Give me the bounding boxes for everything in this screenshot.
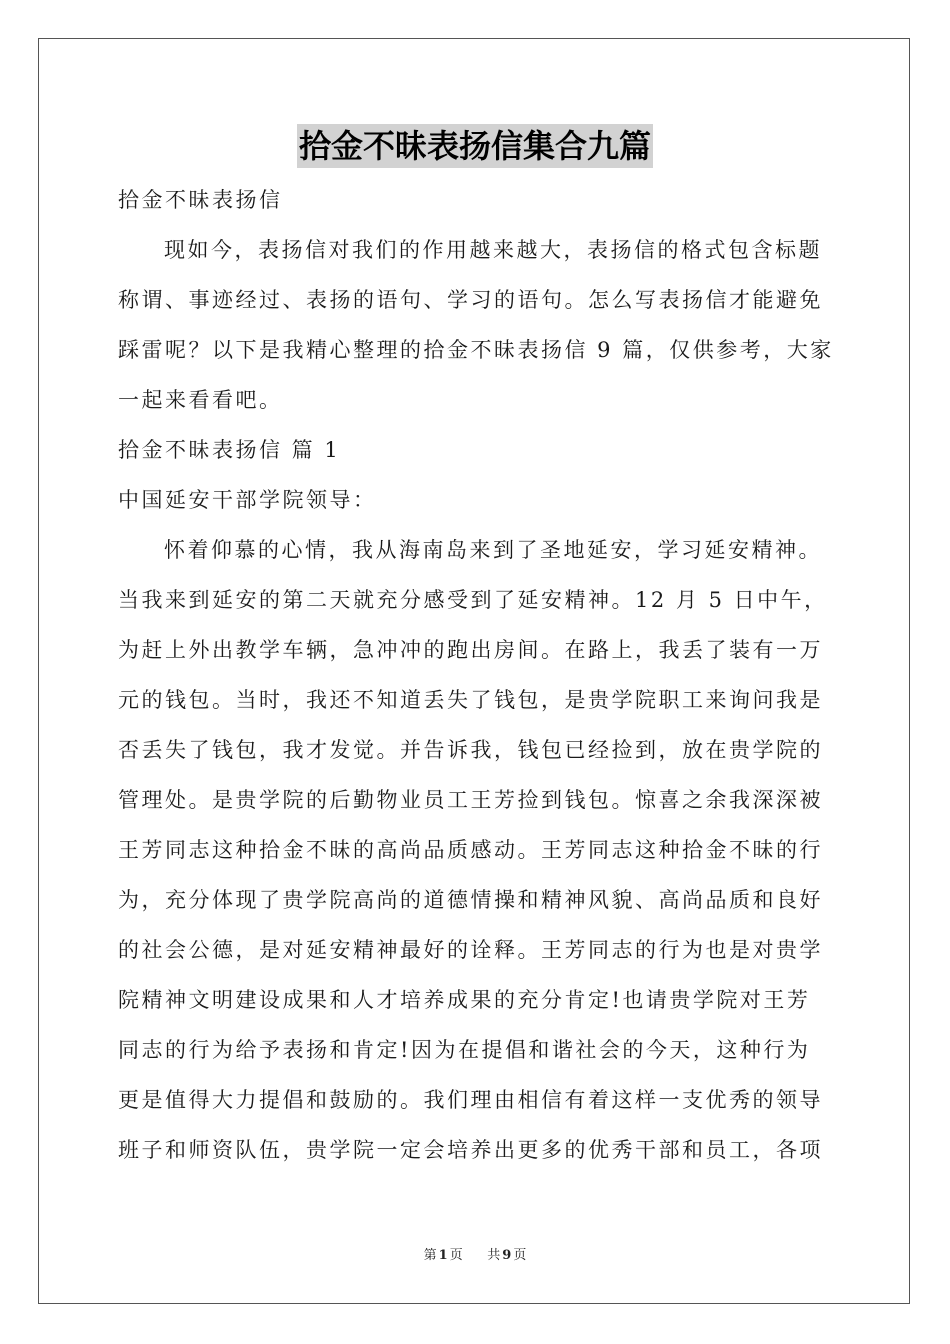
- body-line: 怀着仰慕的心情，我从海南岛来到了圣地延安，学习延安精神。: [164, 538, 822, 562]
- body-line: 元的钱包。当时，我还不知道丢失了钱包，是贵学院职工来询问我是: [118, 688, 823, 712]
- body-line: 为赶上外出教学车辆，急冲冲的跑出房间。在路上，我丢了装有一万: [118, 638, 823, 662]
- body-line: 同志的行为给予表扬和肯定!因为在提倡和谐社会的今天，这种行为: [118, 1038, 811, 1062]
- body-line: 管理处。是贵学院的后勤物业员工王芳捡到钱包。惊喜之余我深深被: [118, 788, 823, 812]
- body-line: 为，充分体现了贵学院高尚的道德情操和精神风貌、高尚品质和良好: [118, 888, 823, 912]
- page-indicator: [422, 1248, 465, 1263]
- document-title: 拾金不昧表扬信集合九篇: [297, 124, 653, 168]
- total-pages-indicator: [485, 1248, 528, 1263]
- total-suffix: 页: [513, 1248, 527, 1263]
- total-prefix: 共: [487, 1248, 501, 1263]
- page-footer: [0, 1244, 950, 1263]
- body-line: 称谓、事迹经过、表扬的语句、学习的语句。怎么写表扬信才能避免: [118, 288, 823, 312]
- page-number: 1: [438, 1248, 448, 1263]
- body-line: 班子和师资队伍，贵学院一定会培养出更多的优秀干部和员工，各项: [118, 1138, 823, 1162]
- document-body: [118, 178, 834, 1178]
- body-line: 当我来到延安的第二天就充分感受到了延安精神。12 月 5 日中午，: [118, 588, 828, 612]
- body-line: 一起来看看吧。: [118, 388, 283, 412]
- body-line: 的社会公德，是对延安精神最好的诠释。王芳同志的行为也是对贵学: [118, 938, 823, 962]
- document-title-block: [0, 124, 950, 168]
- salutation: 中国延安干部学院领导：: [118, 488, 377, 512]
- section-heading: 拾金不昧表扬信 篇 1: [118, 438, 341, 462]
- body-line: 院精神文明建设成果和人才培养成果的充分肯定!也请贵学院对王芳: [118, 988, 811, 1012]
- total-pages: 9: [502, 1248, 512, 1263]
- body-line: 现如今，表扬信对我们的作用越来越大，表扬信的格式包含标题: [164, 238, 822, 262]
- page-prefix: 第: [423, 1248, 437, 1263]
- body-line: 更是值得大力提倡和鼓励的。我们理由相信有着这样一支优秀的领导: [118, 1088, 823, 1112]
- body-line: 王芳同志这种拾金不昧的高尚品质感动。王芳同志这种拾金不昧的行: [118, 838, 823, 862]
- page-suffix: 页: [449, 1248, 463, 1263]
- body-line: 否丢失了钱包，我才发觉。并告诉我，钱包已经捡到，放在贵学院的: [118, 738, 823, 762]
- body-line: 拾金不昧表扬信: [118, 188, 283, 212]
- body-line: 踩雷呢？以下是我精心整理的拾金不昧表扬信 9 篇，仅供参考，大家: [118, 338, 834, 362]
